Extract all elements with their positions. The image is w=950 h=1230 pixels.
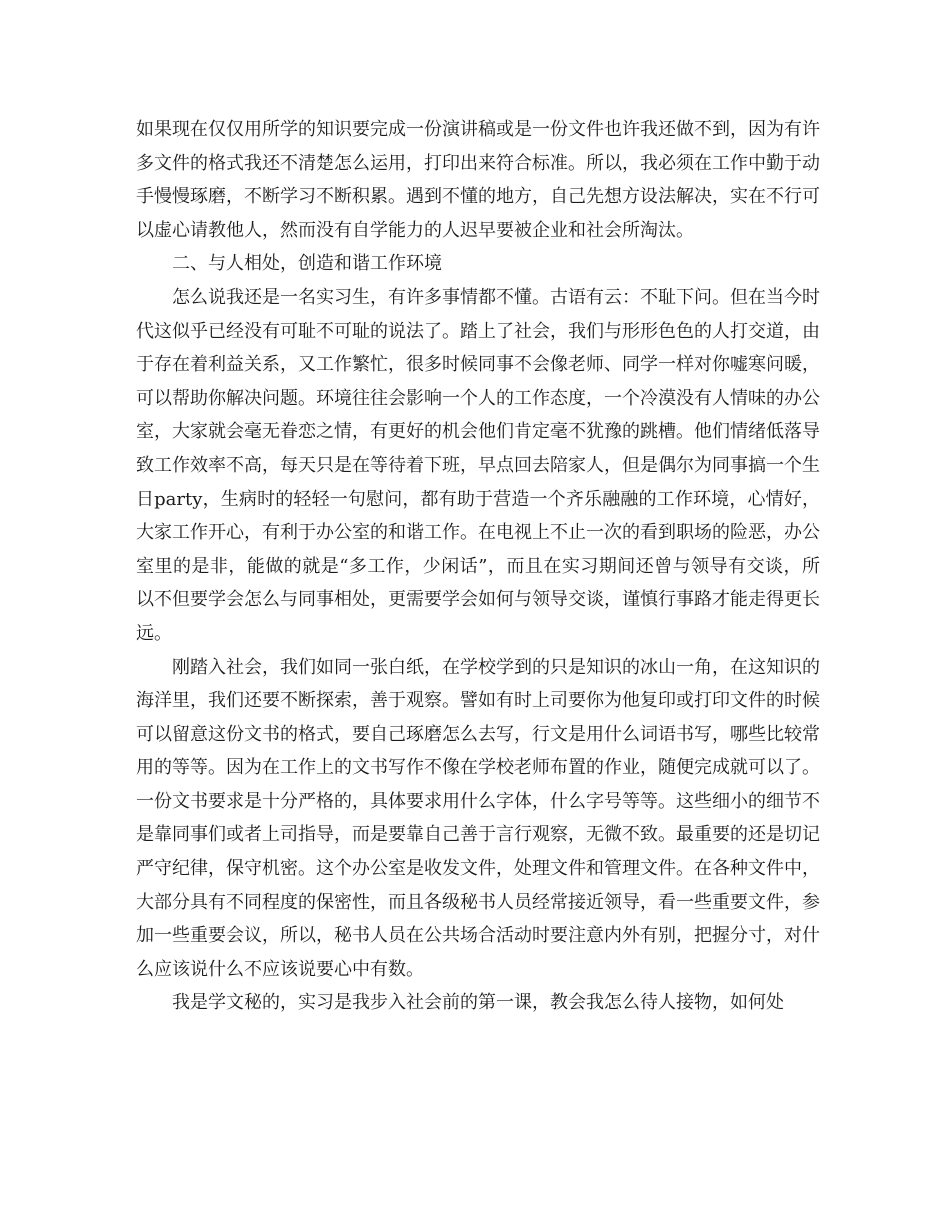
document-body [136,113,820,1020]
paragraph-self-study: 如果现在仅仅用所学的知识要完成一份演讲稿或是一份文件也许我还做不到，因为有许多文件的格式我还不清楚怎么运用，打印出来符合标准。所以，我必须在工作中勤于动手慢慢琢磨，不断学习不断积累。遇到不懂的地方，自己先想方设法解决，实在不行可以虚心请教他人，然而没有自学能力的人迟早要被企业和社会所淘汰。 [136,119,820,241]
paragraph-intern-relations: 怎么说我还是一名实习生，有许多事情都不懂。古语有云：不耻下问。但在当今时代这似乎已经没有可耻不可耻的说法了。踏上了社会，我们与形形色色的人打交道，由于存在着利益关系，又工作繁忙，很多时候同事不会像老师、同学一样对你嘘寒问暖，可以帮助你解决问题。环境往往会影响一个人的工作态度，一个冷漠没有人情味的办公室，大家就会毫无眷恋之情，有更好的机会他们肯定毫不犹豫的跳槽。他们情绪低落导致工作效率不高，每天只是在等待着下班，早点回去陪家人，但是偶尔为同事搞一个生日party，生病时的轻轻一句慰问，都有助于营造一个齐乐融融的工作环境，心情好，大家工作开心，有利于办公室的和谐工作。在电视上不止一次的看到职场的险恶，办公室里的是非，能做的就是“多工作，少闲话”，而且在实习期间还曾与领导有交谈，所以不但要学会怎么与同事相处，更需要学会如何与领导交谈，谨慎行事路才能走得更长远。 [136,286,820,644]
paragraph-secretary-study: 我是学文秘的，实习是我步入社会前的第一课，教会我怎么待人接物，如何处 [172,992,784,1014]
section-heading-getting-along: 二、与人相处，创造和谐工作环境 [172,253,442,275]
paragraph-observation: 刚踏入社会，我们如同一张白纸，在学校学到的只是知识的冰山一角，在这知识的海洋里，我们还要不断探索，善于观察。譬如有时上司要你为他复印或打印文件的时候可以留意这份文书的格式，要自己琢磨怎么去写，行文是用什么词语书写，哪些比较常用的等等。因为在工作上的文书写作不像在学校老师布置的作业，随便完成就可以了。一份文书要求是十分严格的，具体要求用什么字体，什么字号等等。这些细小的细节不是靠同事们或者上司指导，而是要靠自己善于言行观察，无微不致。最重要的还是切记严守纪律，保守机密。这个办公室是收发文件，处理文件和管理文件。在各种文件中，大部分具有不同程度的保密性，而且各级秘书人员经常接近领导，看一些重要文件，参加一些重要会议，所以，秘书人员在公共场合活动时要注意内外有别，把握分寸，对什么应该说什么不应该说要心中有数。 [136,656,820,980]
